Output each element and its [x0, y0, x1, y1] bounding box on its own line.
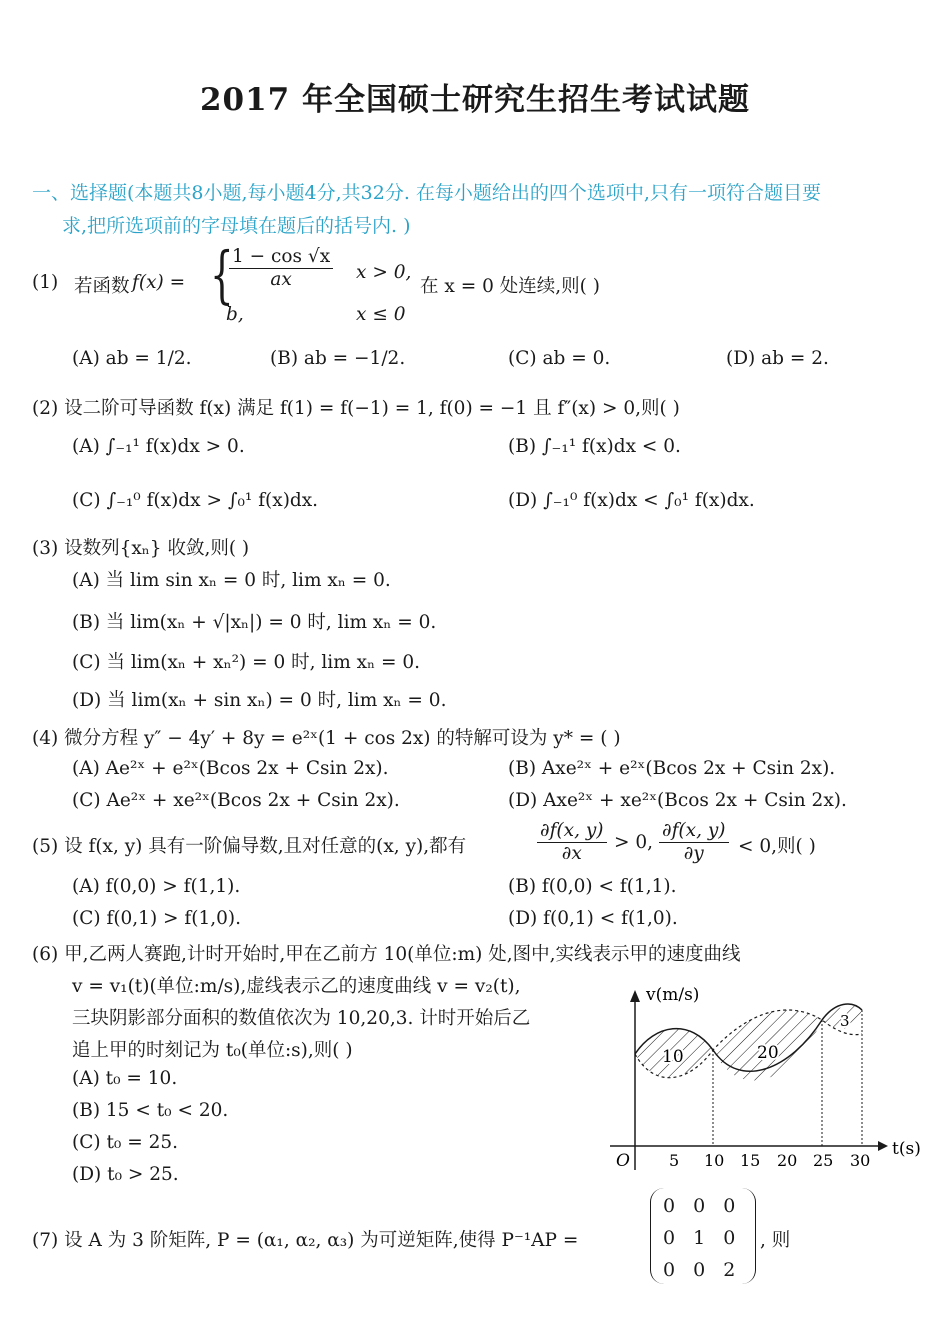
q6-option-c: (C) t₀ = 25.: [72, 1132, 179, 1153]
q5-partial-y: [656, 820, 732, 865]
q5-mid: > 0,: [614, 832, 654, 853]
q1-fx: f(x) =: [132, 272, 186, 293]
q5-partial-x-denominator: ∂x: [561, 843, 582, 865]
q2-option-b: (B) ∫₋₁¹ f(x)dx < 0.: [508, 436, 681, 457]
q4-option-a: (A) Ae²ˣ + e²ˣ(Bcos 2x + Csin 2x).: [72, 758, 389, 779]
q1-case1-numerator: 1 − cos √x: [229, 246, 333, 269]
x-axis-label: t(s): [892, 1139, 921, 1159]
q1-case2: b,: [226, 304, 244, 325]
q5-partial-x-numerator: ∂f(x, y): [537, 820, 607, 843]
q2-option-d: (D) ∫₋₁⁰ f(x)dx < ∫₀¹ f(x)dx.: [508, 490, 755, 511]
q3-option-b: (B) 当 lim(xₙ + √|xₙ|) = 0 时, lim xₙ = 0.: [72, 612, 437, 633]
q3-option-a: (A) 当 lim sin xₙ = 0 时, lim xₙ = 0.: [72, 570, 391, 591]
q7-stem-start: (7) 设 A 为 3 阶矩阵, P = (α₁, α₂, α₃) 为可逆矩阵,使得 P⁻¹AP =: [32, 1230, 579, 1251]
q2-option-a: (A) ∫₋₁¹ f(x)dx > 0.: [72, 436, 245, 457]
matrix-cell: 0: [663, 1195, 676, 1217]
q4-option-c: (C) Ae²ˣ + xe²ˣ(Bcos 2x + Csin 2x).: [72, 790, 400, 811]
q5-option-c: (C) f(0,1) > f(1,0).: [72, 908, 242, 929]
q5-partial-y-denominator: ∂y: [683, 843, 704, 865]
tick-label: 5: [669, 1151, 680, 1170]
q1-brace: {: [210, 238, 234, 311]
q6-option-d: (D) t₀ > 25.: [72, 1164, 179, 1185]
area-label-10: 10: [662, 1047, 684, 1067]
q1-case1-fraction: [226, 246, 336, 291]
q3-option-c: (C) 当 lim(xₙ + xₙ²) = 0 时, lim xₙ = 0.: [72, 652, 420, 673]
section-heading-line1: 一、选择题(本题共8小题,每小题4分,共32分. 在每小题给出的四个选项中,只有一项符合题目要: [32, 182, 821, 204]
q5-partial-x: [534, 820, 610, 865]
q2-stem: (2) 设二阶可导函数 f(x) 满足 f(1) = f(−1) = 1, f(0) = −1 且 f″(x) > 0,则( ): [32, 398, 680, 419]
q5-partial-y-numerator: ∂f(x, y): [659, 820, 729, 843]
q6-option-b: (B) 15 < t₀ < 20.: [72, 1100, 229, 1121]
tick-label: 10: [704, 1151, 725, 1170]
q1-option-d: (D) ab = 2.: [726, 348, 829, 369]
matrix-cell: 0: [663, 1259, 676, 1281]
q6-line4: 追上甲的时刻记为 t₀(单位:s),则( ): [72, 1040, 353, 1061]
q4-option-d: (D) Axe²ˣ + xe²ˣ(Bcos 2x + Csin 2x).: [508, 790, 847, 811]
matrix-cell: 0: [663, 1227, 676, 1249]
q4-option-b: (B) Axe²ˣ + e²ˣ(Bcos 2x + Csin 2x).: [508, 758, 836, 779]
q1-option-b: (B) ab = −1/2.: [270, 348, 406, 369]
area-label-3: 3: [840, 1012, 850, 1030]
y-axis-label: v(m/s): [646, 985, 700, 1005]
q6-line2: v = v₁(t)(单位:m/s),虚线表示乙的速度曲线 v = v₂(t),: [72, 976, 521, 997]
q1-case1-condition: x > 0,: [356, 262, 412, 283]
q6-line3: 三块阴影部分面积的数值依次为 10,20,3. 计时开始后乙: [72, 1008, 531, 1029]
q7-stem-end: , 则: [760, 1230, 791, 1251]
q2-option-c: (C) ∫₋₁⁰ f(x)dx > ∫₀¹ f(x)dx.: [72, 490, 319, 511]
q3-stem: (3) 设数列{xₙ} 收敛,则( ): [32, 538, 250, 559]
q7-matrix: [654, 1190, 744, 1286]
tick-label: 20: [777, 1151, 798, 1170]
q1-option-a: (A) ab = 1/2.: [72, 348, 192, 369]
q1-case2-condition: x ≤ 0: [356, 304, 406, 325]
q5-stem-end: < 0,则( ): [738, 836, 816, 857]
q1-tail: 在 x = 0 处连续,则( ): [420, 276, 600, 297]
matrix-cell: 2: [723, 1259, 736, 1281]
q5-stem-start: (5) 设 f(x, y) 具有一阶偏导数,且对任意的(x, y),都有: [32, 836, 467, 857]
q4-stem: (4) 微分方程 y″ − 4y′ + 8y = e²ˣ(1 + cos 2x) 的特解可设为 y* = ( ): [32, 728, 621, 749]
q1-case1-denominator: ax: [270, 269, 292, 291]
matrix-cell: 0: [693, 1195, 706, 1217]
q6-line1: (6) 甲,乙两人赛跑,计时开始时,甲在乙前方 10(单位:m) 处,图中,实线表示甲的速度曲线: [32, 944, 741, 965]
q5-option-d: (D) f(0,1) < f(1,0).: [508, 908, 678, 929]
matrix-cell: 0: [723, 1227, 736, 1249]
q5-option-b: (B) f(0,0) < f(1,1).: [508, 876, 677, 897]
q1-number: (1): [32, 272, 59, 293]
area-label-20: 20: [757, 1043, 779, 1063]
matrix-cell: 0: [693, 1259, 706, 1281]
matrix-cell: 0: [723, 1195, 736, 1217]
q1-option-c: (C) ab = 0.: [508, 348, 611, 369]
origin-label: O: [616, 1151, 630, 1171]
q5-option-a: (A) f(0,0) > f(1,1).: [72, 876, 241, 897]
tick-label: 25: [813, 1151, 834, 1170]
q1-lead: 若函数: [74, 276, 130, 297]
page-title: 2017 年全国硕士研究生招生考试试题: [199, 82, 751, 118]
velocity-figure: [600, 980, 930, 1180]
x-axis-arrow: [878, 1141, 888, 1151]
y-axis-arrow: [630, 990, 640, 1002]
tick-label: 15: [740, 1151, 761, 1170]
q3-option-d: (D) 当 lim(xₙ + sin xₙ) = 0 时, lim xₙ = 0.: [72, 690, 447, 711]
q6-option-a: (A) t₀ = 10.: [72, 1068, 178, 1089]
section-heading-line2: 求,把所选项前的字母填在题后的括号内. ): [62, 215, 411, 237]
matrix-cell: 1: [693, 1227, 706, 1249]
tick-label: 30: [850, 1151, 871, 1170]
